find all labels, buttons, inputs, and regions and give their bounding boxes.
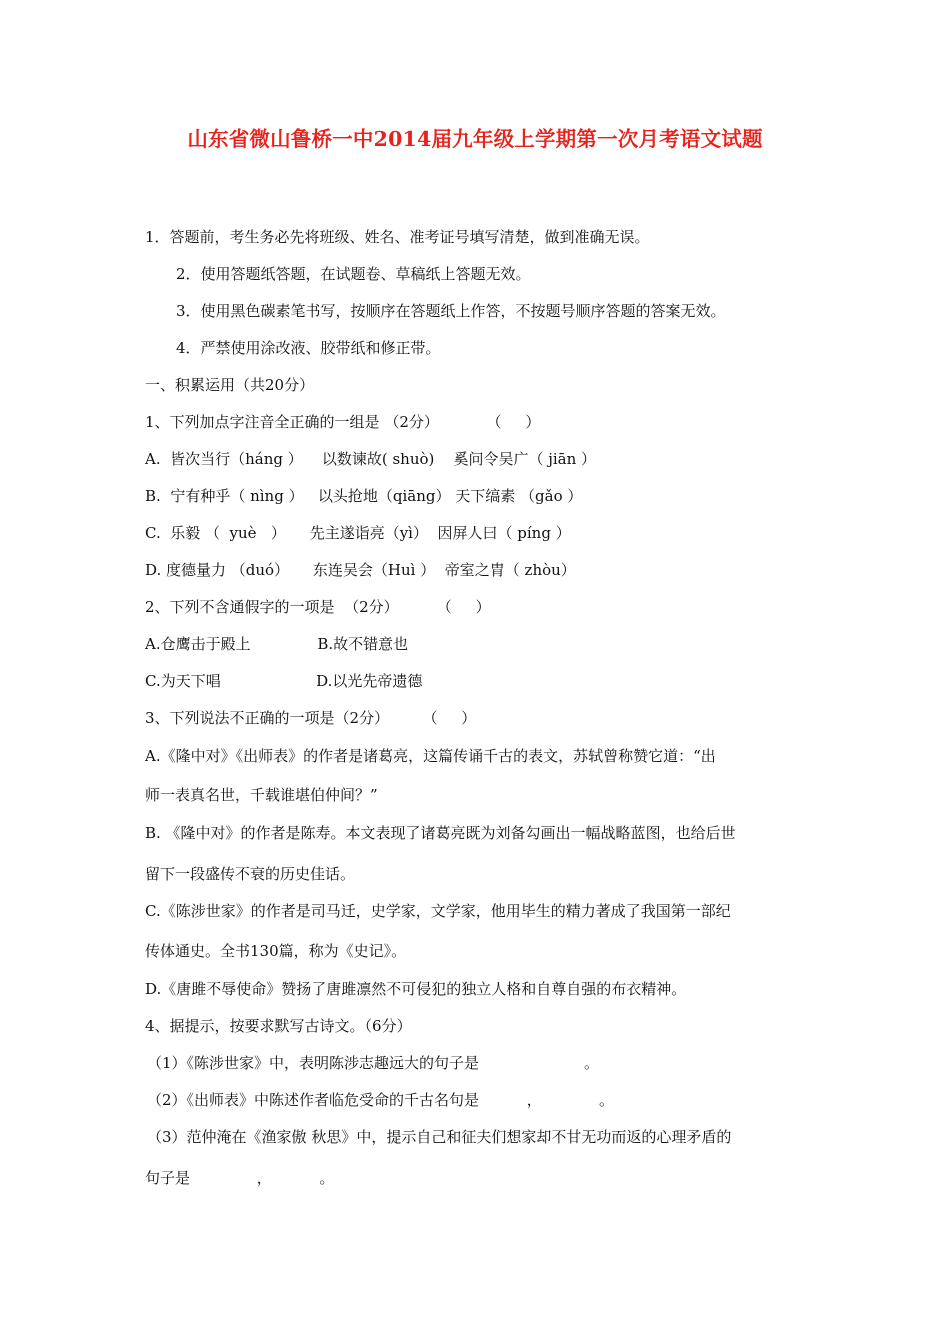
page-title: 山东省微山鲁桥一中2014届九年级上学期第一次月考语文试题 xyxy=(187,127,763,151)
question-3-option-a-line2: 师一表真名世，千载谁堪伯仲间？” xyxy=(145,786,378,804)
question-4-part-2: （2）《出师表》中陈述作者临危受命的千古名句是 ， 。 xyxy=(147,1091,614,1109)
question-2-options-cd: C.为天下唱 D.以光先帝遗德 xyxy=(145,672,423,690)
question-1-stem: 1、下列加点字注音全正确的一组是 （2分） （ ） xyxy=(145,413,541,431)
question-4-stem: 4、据提示，按要求默写古诗文。（6分） xyxy=(145,1017,412,1035)
question-3-stem: 3、下列说法不正确的一项是（2分） （ ） xyxy=(145,709,477,727)
question-3-option-d: D.《唐雎不辱使命》赞扬了唐雎凛然不可侵犯的独立人格和自尊自强的布衣精神。 xyxy=(145,980,687,998)
question-1-option-d: D. 度德量力 （duó） 东连吴会（Huì ） 帝室之胄（ zhòu） xyxy=(145,561,576,579)
question-1-option-a: A. 皆次当行（háng ） 以数谏故( shuò) 奚问令吴广（ jiān ） xyxy=(145,450,597,468)
section-heading: 一、积累运用（共20分） xyxy=(145,376,315,394)
instruction-3: 3．使用黑色碳素笔书写，按顺序在答题纸上作答，不按题号顺序答题的答案无效。 xyxy=(176,302,726,320)
question-3-option-a-line1: A.《隆中对》《出师表》的作者是诸葛亮，这篇传诵千古的表文，苏轼曾称赞它道：“出 xyxy=(145,747,716,765)
instruction-4: 4．严禁使用涂改液、胶带纸和修正带。 xyxy=(176,339,441,357)
question-2-stem: 2、下列不含通假字的一项是 （2分） （ ） xyxy=(145,598,491,616)
question-3-option-c-line2: 传体通史。全书130篇，称为《史记》。 xyxy=(145,942,407,960)
question-1-option-b: B. 宁有种乎（ nìng ） 以头抢地（qiāng） 天下缟素 （gǎo ） xyxy=(145,487,583,505)
question-4-part-3-line2: 句子是 ， 。 xyxy=(145,1169,335,1187)
question-3-option-c-line1: C.《陈涉世家》的作者是司马迁，史学家，文学家，他用毕生的精力著成了我国第一部纪 xyxy=(145,902,731,920)
question-4-part-1: （1）《陈涉世家》中，表明陈涉志趣远大的句子是 。 xyxy=(147,1054,599,1072)
instruction-1: 1．答题前，考生务必先将班级、姓名、准考证号填写清楚，做到准确无误。 xyxy=(145,228,650,246)
question-4-part-3-line1: （3）范仲淹在《渔家傲 秋思》中，提示自己和征夫们想家却不甘无功而返的心理矛盾的 xyxy=(147,1128,732,1146)
instruction-2: 2．使用答题纸答题，在试题卷、草稿纸上答题无效。 xyxy=(176,265,531,283)
question-2-options-ab: A.仓鹰击于殿上 B.故不错意也 xyxy=(145,635,409,653)
question-3-option-b-line1: B. 《隆中对》的作者是陈寿。本文表现了诸葛亮既为刘备勾画出一幅战略蓝图，也给后世 xyxy=(145,824,736,842)
question-1-option-c: C. 乐毅 （ yuè ） 先主遂诣亮（yì） 因屏人曰（ píng ） xyxy=(145,524,571,542)
question-3-option-b-line2: 留下一段盛传不衰的历史佳话。 xyxy=(145,865,356,883)
